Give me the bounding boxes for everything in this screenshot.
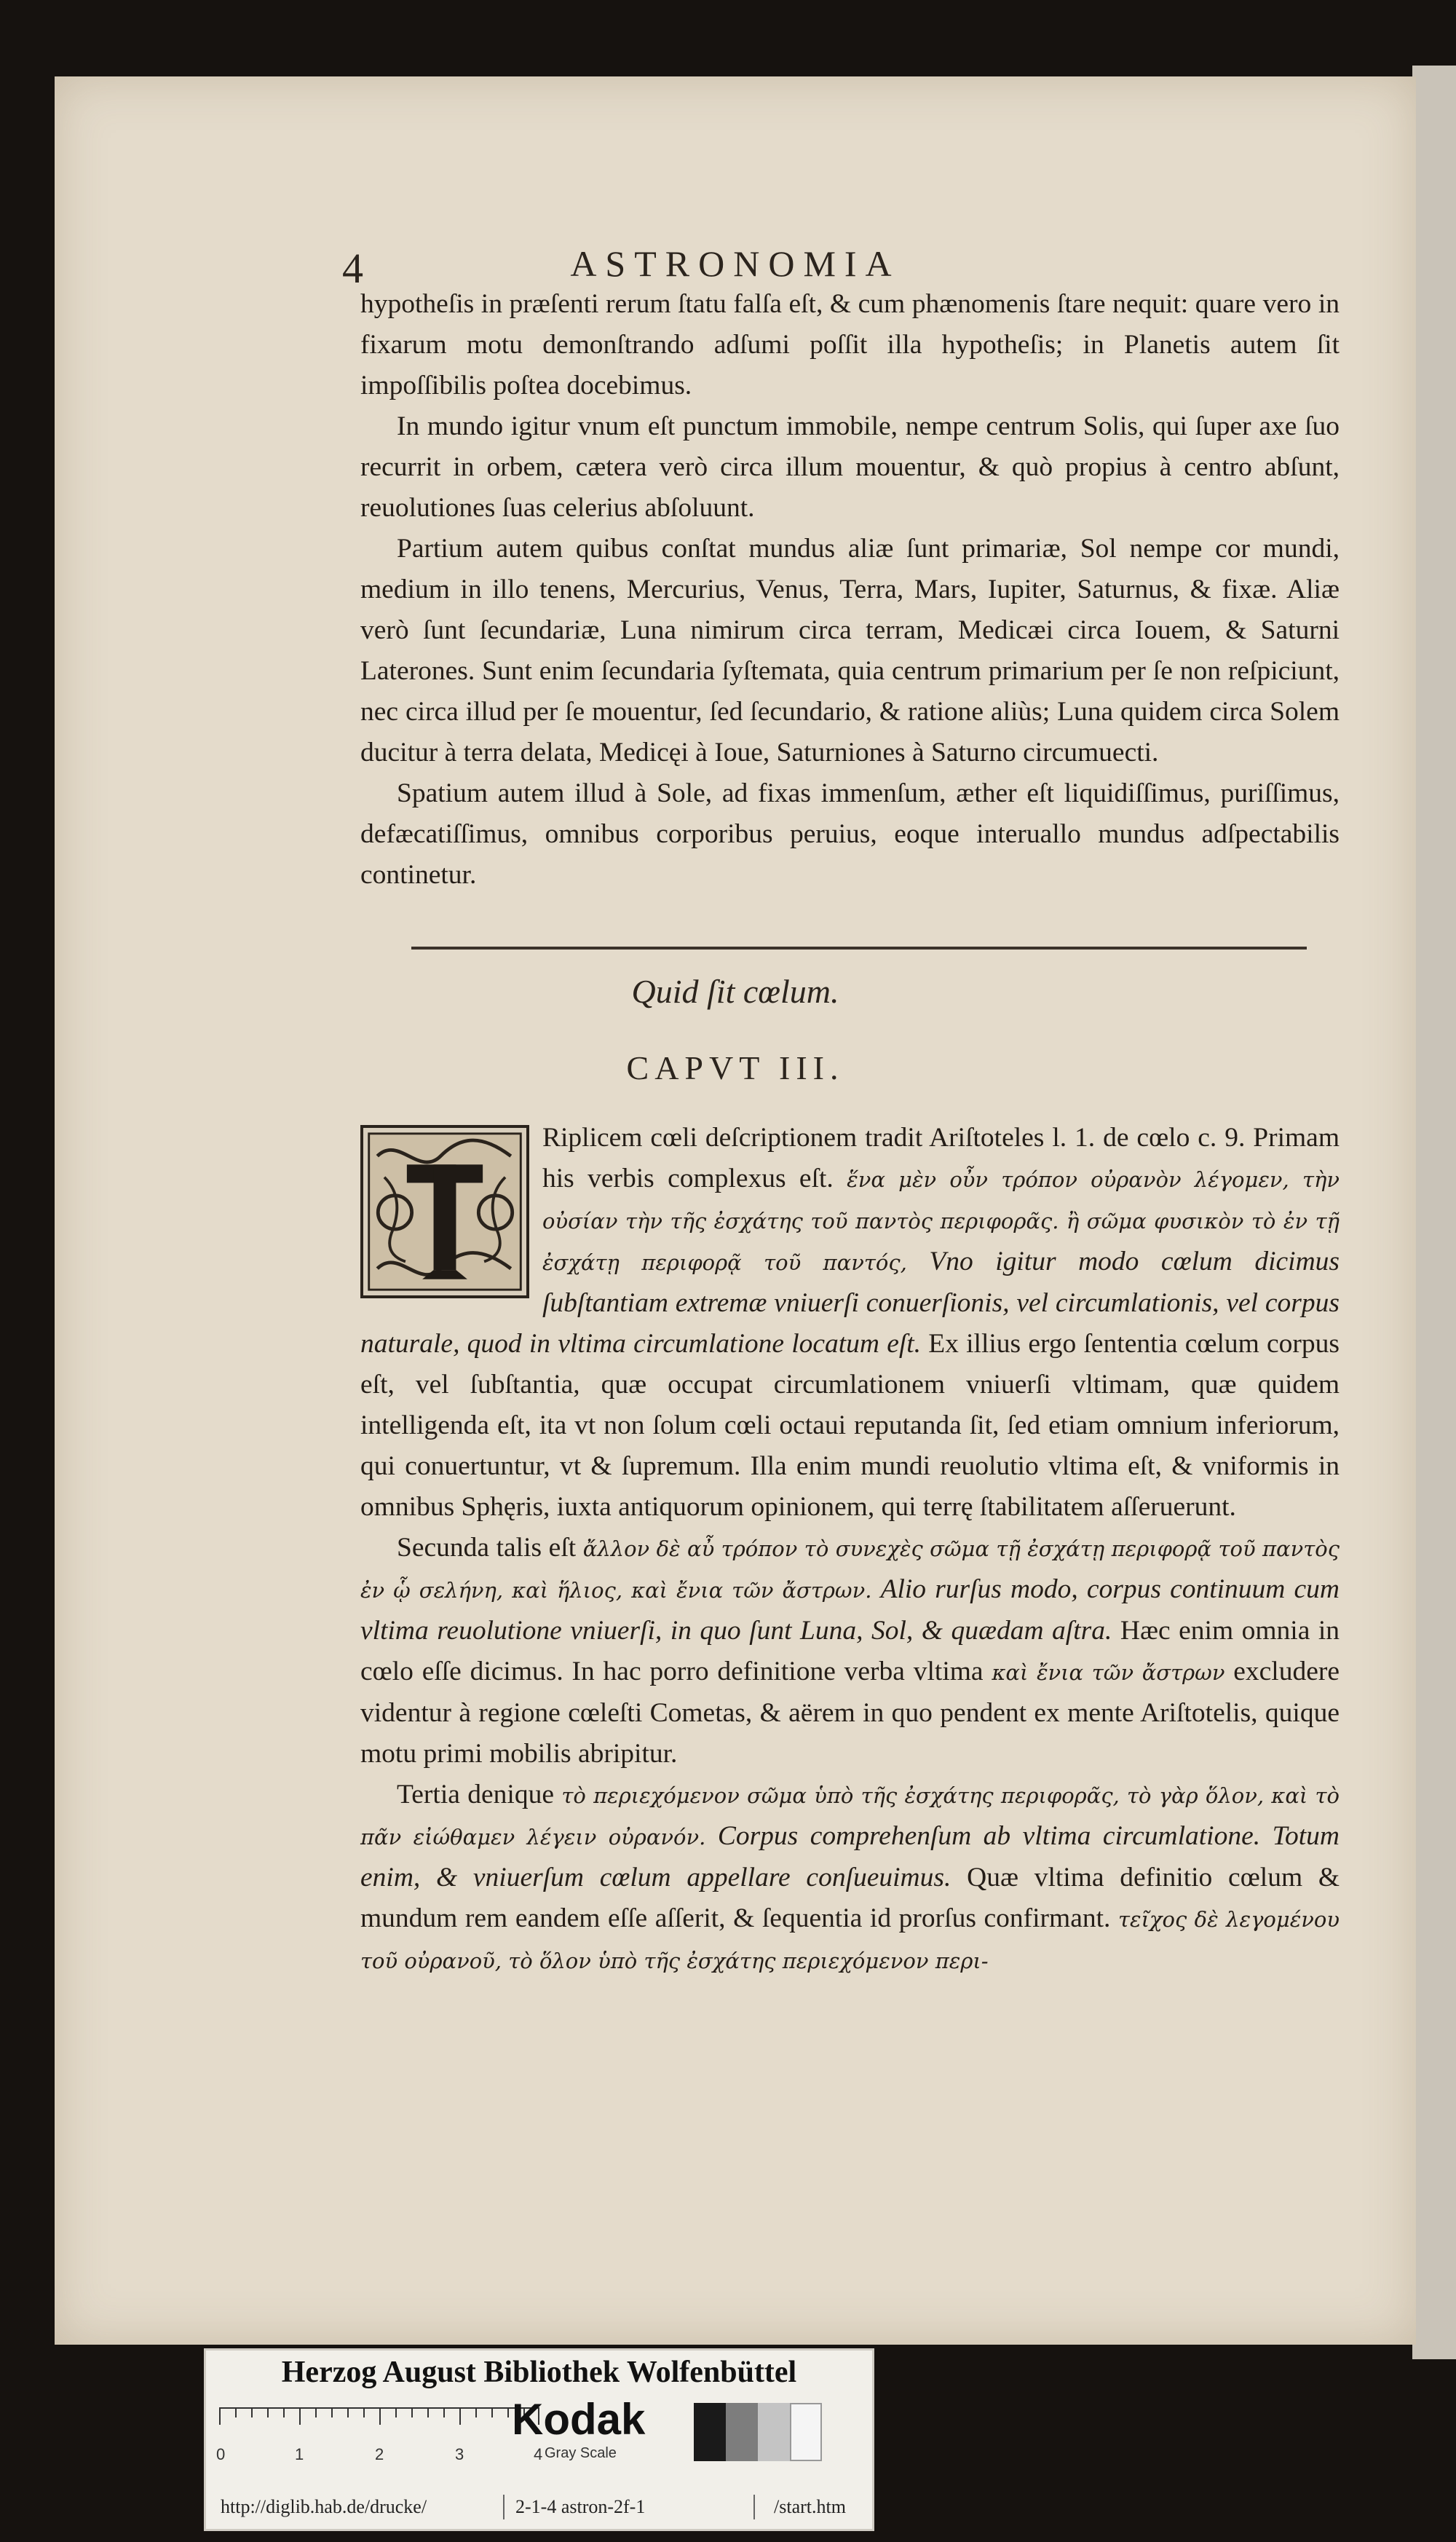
ruler-tick: [507, 2409, 509, 2417]
kodak-logo: Kodak: [512, 2395, 646, 2444]
text-run: Ex illius ergo ſententia cœlum corpus eſt, vel ſubſtantia, quæ occupat circumlationem vniuerſi vltimam, quæ quidem intelligenda eſt, ita vt non ſolum cœli octaui reputanda ſit, ſed etiam omnium inferiorum, qui conuertuntur, vt & ſupremum. Illa enim mundi reuolutio vltima eſt, & vniformis in omnibus Sphęris, iuxta antiquorum opinionem, qui terrę ſtabilitatem aſſeruerunt.: [360, 1329, 1340, 1522]
ruler-tick: [219, 2409, 221, 2425]
ruler-number: 2: [375, 2445, 384, 2463]
start-page-link: /start.htm: [774, 2496, 846, 2517]
greek-quote: τὸ περιεχόμενον σῶμα ὑπὸ τῆς ἐσχάτης περιφορᾶς, τὸ γὰρ ὅλον, καὶ τὸ πᾶν εἰώθαμεν λέγειν οὐρανόν.: [360, 1783, 1340, 1850]
greek-quote: τεῖχος δὲ λεγομένου τοῦ οὐρανοῦ, τὸ ὅλον ὑπὸ τῆς ἐσχάτης περιεχόμενον περι-: [360, 1907, 1340, 1973]
italic-translation: Corpus comprehenſum ab vltima circumlatione. Totum enim, & vniuerſum cœlum appellare conſueuimus.: [360, 1821, 1340, 1892]
italic-translation: Vno igitur modo cœlum dicimus ſubſtantiam extremæ vniuerſi conuerſionis, vel circumlationis, vel corpus naturale, quod in vltima circumlatione locatum eſt.: [360, 1247, 1340, 1359]
ruler-tick: [331, 2409, 333, 2417]
ruler-tick: [283, 2409, 285, 2417]
ruler-tick: [235, 2409, 237, 2417]
library-title: Herzog August Bibliothek Wolfenbüttel: [281, 2356, 797, 2389]
library-scan-strip: [204, 2348, 874, 2531]
source-url: http://diglib.hab.de/drucke/: [221, 2496, 427, 2517]
gray-swatch: [726, 2403, 758, 2461]
divider: [753, 2495, 755, 2519]
section-1-text: [360, 284, 1340, 896]
text-run: Quæ vltima definitio cœlum & mundum rem eandem eſſe aſſerit, & ſequentia id prorſus confirmant.: [360, 1863, 1340, 1933]
ruler-number: 4: [534, 2445, 543, 2463]
ruler-tick: [299, 2409, 301, 2425]
ruler-tick: [491, 2409, 493, 2417]
greek-quote: ἄλλον δὲ αὖ τρόπον τὸ συνεχὲς σῶμα τῇ ἐσχάτῃ περιφορᾷ τοῦ παντὸς ἐν ᾧ σελήνη, καὶ ἥλιος, καὶ ἔνια τῶν ἄστρων.: [360, 1536, 1340, 1603]
paragraph: Partium autem quibus conſtat mundus aliæ ſunt primariæ, Sol nempe cor mundi, medium in illo tenens, Mercurius, Venus, Terra, Mars, Iupiter, Saturnus, & fixæ. Aliæ verò ſunt ſecundariæ, Luna nimirum circa terram, Medicæi circa Iouem, & Saturni Laterones. Sunt enim ſecundaria ſyſtemata, quia centrum primarium per ſe non reſpiciunt, nec circa illud per ſe mouentur, ſed ſecundario, & ratione aliùs; Luna quidem circa Solem ducitur à terra delata, Medicęi à Ioue, Saturniones à Saturno circumuecti.: [360, 534, 1340, 767]
ruler-tick: [443, 2409, 445, 2417]
ruler-tick: [347, 2409, 349, 2417]
text-run: Riplicem cœli deſcriptionem tradit Ariſtoteles l. 1. de cœlo c. 9. Primam his verbis complexus eſt.: [542, 1123, 1340, 1193]
chapter-number: CAPVT III.: [626, 1049, 844, 1086]
ornament-icon: [363, 1128, 526, 1295]
running-title: ASTRONOMIA: [570, 243, 901, 284]
ruler-tick: [427, 2409, 429, 2417]
paragraph: [360, 1528, 1340, 1775]
gray-scale-label: Gray Scale: [545, 2445, 617, 2461]
section-2-text: [360, 1118, 1340, 1981]
ruler-tick: [267, 2409, 269, 2417]
ruler-tick: [395, 2409, 397, 2417]
gray-swatch: [694, 2403, 726, 2461]
ruler-line: [219, 2407, 539, 2435]
ruler-tick: [411, 2409, 413, 2417]
decorated-initial-t-icon: [360, 1125, 529, 1298]
gray-swatch: [758, 2403, 790, 2461]
paragraph: [360, 1775, 1340, 1981]
italic-translation: Alio rurſus modo, corpus continuum cum vltima reuolutione vniuerſi, in quo ſunt Luna, Sol, & quædam aſtra.: [360, 1574, 1340, 1646]
paragraph: Spatium autem illud à Sole, ad fixas immenſum, æther eſt liquidiſſimus, puriſſimus, defæcatiſſimus, omnibus corporibus peruius, eoque interuallo mundus adſpectabilis continetur.: [360, 778, 1340, 890]
next-page-edge: [1412, 66, 1456, 2359]
page-number: 4: [342, 245, 363, 292]
section-divider: [411, 947, 1307, 950]
text-run: excludere videntur à regione cœleſti Cometas, & aërem in quo pendent ex mente Ariſtotelis, quique motu primi mobilis abripitur.: [360, 1657, 1340, 1769]
ruler-number: 3: [455, 2445, 464, 2463]
ruler-number: 1: [295, 2445, 304, 2463]
ruler-tick: [379, 2409, 381, 2425]
paragraph: In mundo igitur vnum eſt punctum immobile, nempe centrum Solis, qui ſuper axe ſuo recurrit in orbem, cætera verò circa illum mouentur, & quò propius à centro abſunt, reuolutiones ſuas celerius abſoluunt.: [360, 411, 1340, 523]
text-run: Secunda talis eſt: [397, 1533, 577, 1563]
ruler-tick: [363, 2409, 365, 2417]
ruler-tick: [251, 2409, 253, 2417]
gray-swatch: [790, 2403, 822, 2461]
greek-quote: καὶ ἔνια τῶν ἄστρων: [992, 1660, 1225, 1685]
ruler-number: 0: [216, 2445, 226, 2463]
text-run: Tertia denique: [397, 1780, 554, 1809]
document-id: 2-1-4 astron-2f-1: [515, 2496, 646, 2517]
text-run: Hæc enim omnia in cœlo eſſe dicimus. In hac porro definitione verba vltima: [360, 1616, 1340, 1686]
ruler-tick: [315, 2409, 317, 2417]
book-page: [55, 76, 1416, 2345]
greek-quote: ἕνα μὲν οὖν τρόπον οὐρανὸν λέγομεν, τὴν οὐσίαν τὴν τῆς ἐσχάτης τοῦ παντὸς περιφορᾶς. ἢ σῶμα φυσικὸν τὸ ἐν τῇ ἐσχάτῃ περιφορᾷ τοῦ παντός,: [542, 1167, 1340, 1275]
ruler-tick: [459, 2409, 461, 2425]
paragraph: [360, 1118, 1340, 1528]
ruler-tick: [475, 2409, 477, 2417]
paragraph: hypotheſis in præſenti rerum ſtatu falſa eſt, & cum phænomenis ſtare nequit: quare vero in fixarum motu demonſtrando adſumi poſſit illa hypotheſis; in Planetis autem ſit impoſſibilis poſtea docebimus.: [360, 289, 1340, 400]
divider: [503, 2495, 505, 2519]
chapter-title: Quid ſit cœlum.: [631, 973, 839, 1010]
